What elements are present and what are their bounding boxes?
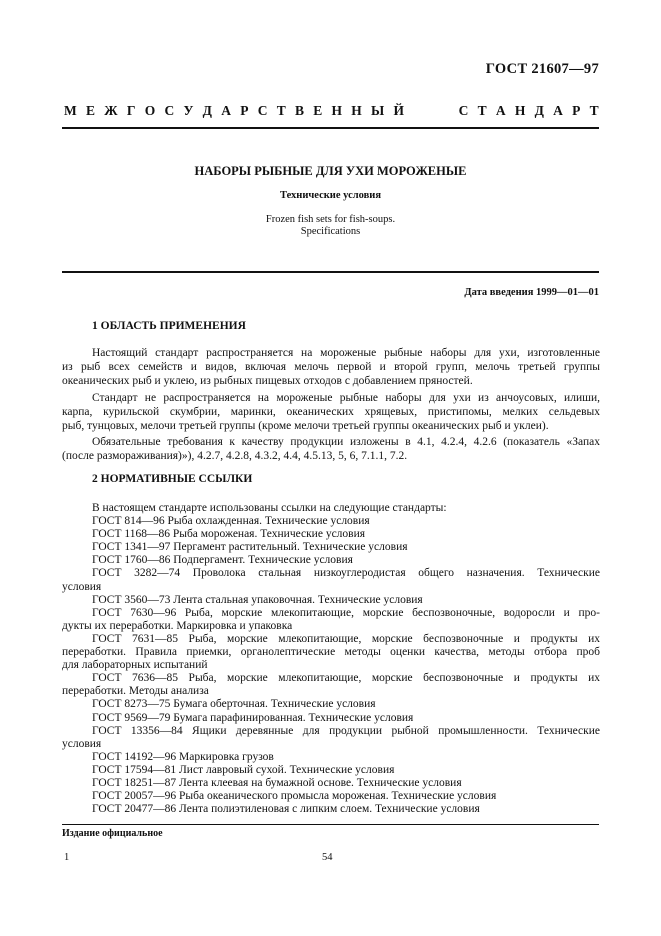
banner-letter: С [257,103,268,118]
banner-gap [413,103,449,119]
reference-line: ГОСТ 1341—97 Пергамент растительный. Технические условия [92,541,408,554]
reference-line: для лабораторных испытаний [62,659,208,672]
paragraph-line: Обязательные требования к качеству продукции изложены в 4.1, 4.2.4, 4.2.6 (показатель «Запах [92,436,600,448]
reference-line: ГОСТ 3282—74 Проволока стальная низкоуглеродистая общего назначения. Технические [92,567,600,580]
title-rule [62,271,599,273]
reference-line: ГОСТ 20057—96 Рыба океанического промысла мороженая. Технические условия [92,790,497,803]
reference-line: ГОСТ 7636—85 Рыба, морские млекопитающие, морские беспозвоночные и продукты их [92,672,600,685]
reference-item [62,554,600,567]
banner-letter: В [294,103,304,118]
references-intro: В настоящем стандарте использованы ссылки на следующие стандарты: [92,502,447,514]
banner-letter: С [164,103,175,118]
reference-item [62,515,600,528]
banner-letter: Т [477,103,487,118]
reference-line: ГОСТ 7631—85 Рыба, морские млекопитающие, морские беспозвоночные и продукты их [92,632,600,645]
reference-line: ГОСТ 1760—86 Подпергамент. Технические условия [92,554,353,567]
banner-letter: Г [126,103,136,118]
banner-letter: У [183,103,194,118]
references-list [62,502,600,816]
reference-line: ГОСТ 7630—96 Рыба, морские млекопитающие, морские беспозвоночные, водоросли и про- [92,606,600,619]
paragraph-line: карпа, курильской скумбрии, маринки, океанических хрящевых, пристипомы, мелких сельдевых [62,406,600,419]
reference-item [62,594,600,607]
reference-line: условия [62,737,102,750]
paragraph-line: (после размораживания)»), 4.2.7, 4.2.8, 4.3.2, 4.4, 4.5.13, 5, 6, 7.1.1, 7.2. [62,450,408,463]
banner-letter: А [221,103,231,118]
banner-letter: А [553,103,563,118]
footer-rule [62,824,599,825]
reference-line: ГОСТ 3560—73 Лента стальная упаковочная. Технические условия [92,593,423,606]
reference-line: дукты их переработки. Маркировка и упаковка [62,619,293,632]
banner-letter: Д [534,103,544,118]
reference-line: условия [62,580,102,593]
reference-item [62,672,600,698]
banner-letter: Р [572,103,581,118]
reference-item [62,751,600,764]
document-subtitle: Технические условия [279,190,382,201]
reference-item [62,803,600,816]
section-1-heading: 1 ОБЛАСТЬ ПРИМЕНЕНИЯ [92,320,246,332]
reference-item [62,607,600,633]
reference-item [62,528,600,541]
reference-item [62,712,600,725]
banner-letter: Т [589,103,599,118]
banner-letter: Й [393,103,405,118]
paragraph-line: рыб, тунцовых, мелочи третьей группы (кроме мелочи третьей группы океанических рыб и уклеи). [62,420,549,433]
reference-line: переработки. Методы анализа [62,685,209,698]
paragraph-line: Настоящий стандарт распространяется на мороженые рыбные наборы для ухи, изготовленные [92,347,600,359]
section-2-heading: 2 НОРМАТИВНЫЕ ССЫЛКИ [92,473,253,485]
banner-letter: С [458,103,469,118]
section-1-paragraph-1 [62,346,600,389]
banner-letter: Т [276,103,286,118]
banner-letter: Е [86,103,96,118]
paragraph-line: океанических рыб и уклею, из рыбных пищевых отходов с добавлением пряностей. [62,375,473,388]
banner-letter: Н [331,103,343,118]
reference-line: ГОСТ 9569—79 Бумага парафинированная. Технические условия [92,711,414,724]
banner-letter: Д [202,103,212,118]
banner-letter: А [495,103,506,118]
banner-letter: Н [351,103,362,118]
paragraph-line: из рыб всех семейств и видов, включая мелочь первой и второй групп, мелочь третьей группы [62,361,600,374]
reference-item [62,777,600,790]
page-number: 54 [322,852,333,863]
reference-item [62,633,600,672]
english-title-line2: Specifications [300,226,361,237]
english-title-line1: Frozen fish sets for fish-soups. [265,214,396,225]
banner-letter: Н [514,103,526,118]
section-1-paragraph-3 [62,435,600,463]
english-title [62,214,599,238]
reference-line: ГОСТ 17594—81 Лист лавровый сухой. Технические условия [92,763,395,776]
reference-line: ГОСТ 814—96 Рыба охлажденная. Технические условия [92,515,370,528]
standard-banner [64,103,599,119]
banner-letter: Р [240,103,249,118]
reference-line: ГОСТ 14192—96 Маркировка грузов [92,750,274,763]
banner-letter: Ы [371,103,385,118]
banner-letter: О [144,103,156,118]
banner-letter: М [64,103,77,118]
reference-item [62,764,600,777]
reference-line: ГОСТ 13356—84 Ящики деревянные для продукции рыбной промышленности. Технические [92,724,600,737]
intro-date: Дата введения 1999—01—01 [464,287,599,298]
reference-line: ГОСТ 18251—87 Лента клеевая на бумажной основе. Технические условия [92,776,462,789]
gost-code: ГОСТ 21607—97 [485,61,599,77]
reference-item [62,567,600,593]
reference-line: переработки. Правила приемки, органолептические методы оценки качества, методы отбора проб [62,646,600,659]
banner-letter: Ж [104,103,118,118]
reference-item [62,725,600,751]
document-title: НАБОРЫ РЫБНЫЕ ДЛЯ УХИ МОРОЖЕНЫЕ [194,164,467,178]
header-rule [62,127,599,129]
reference-line: ГОСТ 8273—75 Бумага оберточная. Технические условия [92,698,376,711]
folio-mark: 1 [64,852,70,863]
reference-item [62,698,600,711]
reference-line: ГОСТ 1168—86 Рыба мороженая. Технические условия [92,528,366,541]
banner-letter: Е [313,103,323,118]
section-1-paragraph-2 [62,391,600,434]
references-items [62,515,600,816]
reference-item [62,790,600,803]
reference-item [62,541,600,554]
reference-line: ГОСТ 20477—86 Лента полиэтиленовая с липким слоем. Технические условия [92,803,480,816]
paragraph-line: Стандарт не распространяется на мороженые рыбные наборы для ухи из анчоусовых, илиши, [92,392,600,404]
edition-label: Издание официальное [62,828,163,839]
